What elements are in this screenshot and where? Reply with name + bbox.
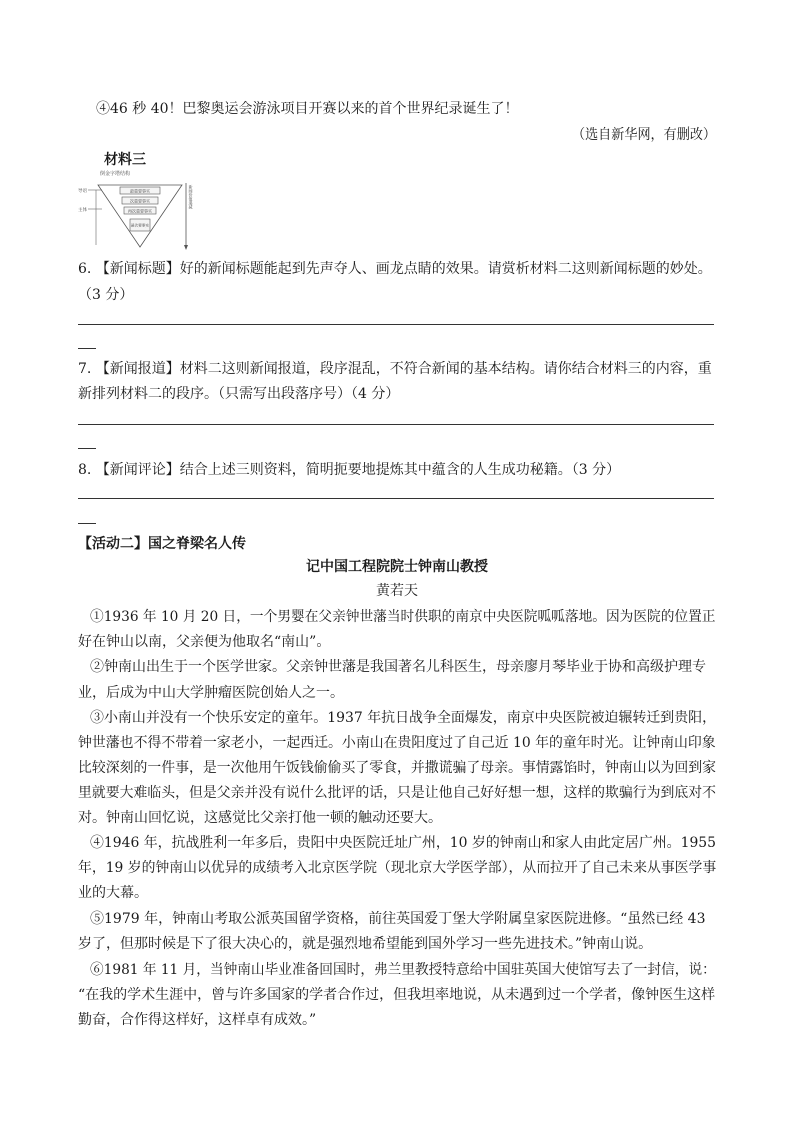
answer-line-q6-end: [78, 348, 96, 349]
article-line: 好在钟山以南，父亲便为他取名“南山”。: [78, 634, 331, 650]
question-7-line2: 新排列材料二的段序。（只需写出段落序号）（4 分）: [78, 386, 400, 402]
article-line: 钟世藩也不得不带着一家老小，一起西迁。小南山在贵阳度过了自己近 10 年的童年时光。让钟南山印象: [78, 735, 716, 751]
material2-item4: ④46 秒 40！巴黎奥运会游泳项目开赛以来的首个世界纪录诞生了！: [96, 101, 519, 117]
article-line: 业的大幕。: [78, 885, 148, 901]
article-line: 年，19 岁的钟南山以优异的成绩考入北京医学院（现北京大学医学部），从而拉开了自己未来从事医学事: [78, 860, 717, 876]
answer-line-q8-end: [78, 523, 96, 524]
answer-line-q7[interactable]: [78, 424, 714, 425]
article-line: ②钟南山出生于一个医学世家。父亲钟世藩是我国著名儿科医生，母亲廖月琴毕业于协和高级护理专: [90, 659, 706, 675]
diagram-title: 倒金字塔结构: [100, 171, 131, 177]
diagram-side-label: 新闻价值递减: [188, 185, 194, 209]
activity2-heading: 【活动二】国之脊梁名人传: [78, 536, 246, 552]
material2-source: （选自新华网，有删改）: [572, 127, 717, 143]
article-line: 业，后成为中山大学肿瘤医院创始人之一。: [78, 685, 344, 701]
answer-line-q8[interactable]: [78, 498, 714, 499]
material3-heading: 材料三: [104, 152, 146, 168]
article-line: 比较深刻的一件事，是一次他用午饭钱偷偷买了零食，并撒谎骗了母亲。事情露馅时，钟南山以为回到家: [78, 760, 717, 776]
article-author: 黄若天: [376, 583, 418, 599]
article-line: ①1936 年 10 月 20 日，一个男婴在父亲钟世藩当时供职的南京中央医院呱呱落地。因为医院的位置正: [90, 609, 716, 625]
question-6-line2: （3 分）: [78, 287, 134, 303]
question-6-line1: 6. 【新闻标题】好的新闻标题能起到先声夺人、画龙点睛的效果。请赏析材料二这则新闻标题的妙处。: [78, 261, 712, 277]
article-line: “在我的学术生涯中，曾与许多国家的学者合作过，但我坦率地说，从未遇到过一个学者，像钟医生这样: [78, 987, 716, 1003]
question-7-line1: 7. 【新闻报道】材料二这则新闻报道，段序混乱，不符合新闻的基本结构。请你结合材料三的内容，重: [78, 361, 712, 377]
article-line: 对。钟南山回忆说，这感觉比父亲打他一顿的触动还要大。: [78, 810, 442, 826]
question-8-line1: 8. 【新闻评论】结合上述三则资料，简明扼要地提炼其中蕴含的人生成功秘籍。（3 分）: [78, 462, 621, 478]
answer-line-q7-end: [78, 448, 96, 449]
inverted-pyramid-diagram: [78, 167, 196, 251]
diagram-label-lead: 导语: [78, 189, 87, 194]
article-line: 岁了，但那时候是下了很大决心的，就是强烈地希望能到国外学习一些先进技术。”钟南山说。: [78, 936, 653, 952]
article-line: ③小南山并没有一个快乐安定的童年。1937 年抗日战争全面爆发，南京中央医院被迫辗转迁到贵阳，: [90, 710, 717, 726]
diagram-label-body: 主体: [78, 208, 87, 213]
article-line: 里就要大难临头，但是父亲并没有说什么批评的话，只是让他自己好好想一想，这样的欺骗行为到底对不: [78, 785, 717, 801]
pyramid-level-4: 最次要事实: [131, 223, 149, 228]
article-line: ④1946 年，抗战胜利一年多后，贵阳中央医院迁址广州，10 岁的钟南山和家人由此定居广州。1955: [90, 835, 717, 851]
article-line: ⑤1979 年，钟南山考取公派英国留学资格，前往英国爱丁堡大学附属皇家医院进修。“虽然已经 43: [90, 911, 706, 927]
pyramid-level-3: 再次重要事实: [128, 208, 152, 214]
pyramid-outline: [98, 185, 182, 247]
article-line: 勤奋，合作得这样好，这样卓有成效。”: [78, 1012, 317, 1028]
pyramid-level-1: 最重要事实: [130, 188, 150, 194]
article-title: 记中国工程院院士钟南山教授: [306, 559, 488, 575]
article-line: ⑥1981 年 11 月，当钟南山毕业准备回国时，弗兰里教授特意给中国驻英国大使馆写去了一封信，说：: [90, 962, 716, 978]
answer-line-q6[interactable]: [78, 324, 714, 325]
pyramid-level-2: 次重要事实: [130, 198, 150, 204]
